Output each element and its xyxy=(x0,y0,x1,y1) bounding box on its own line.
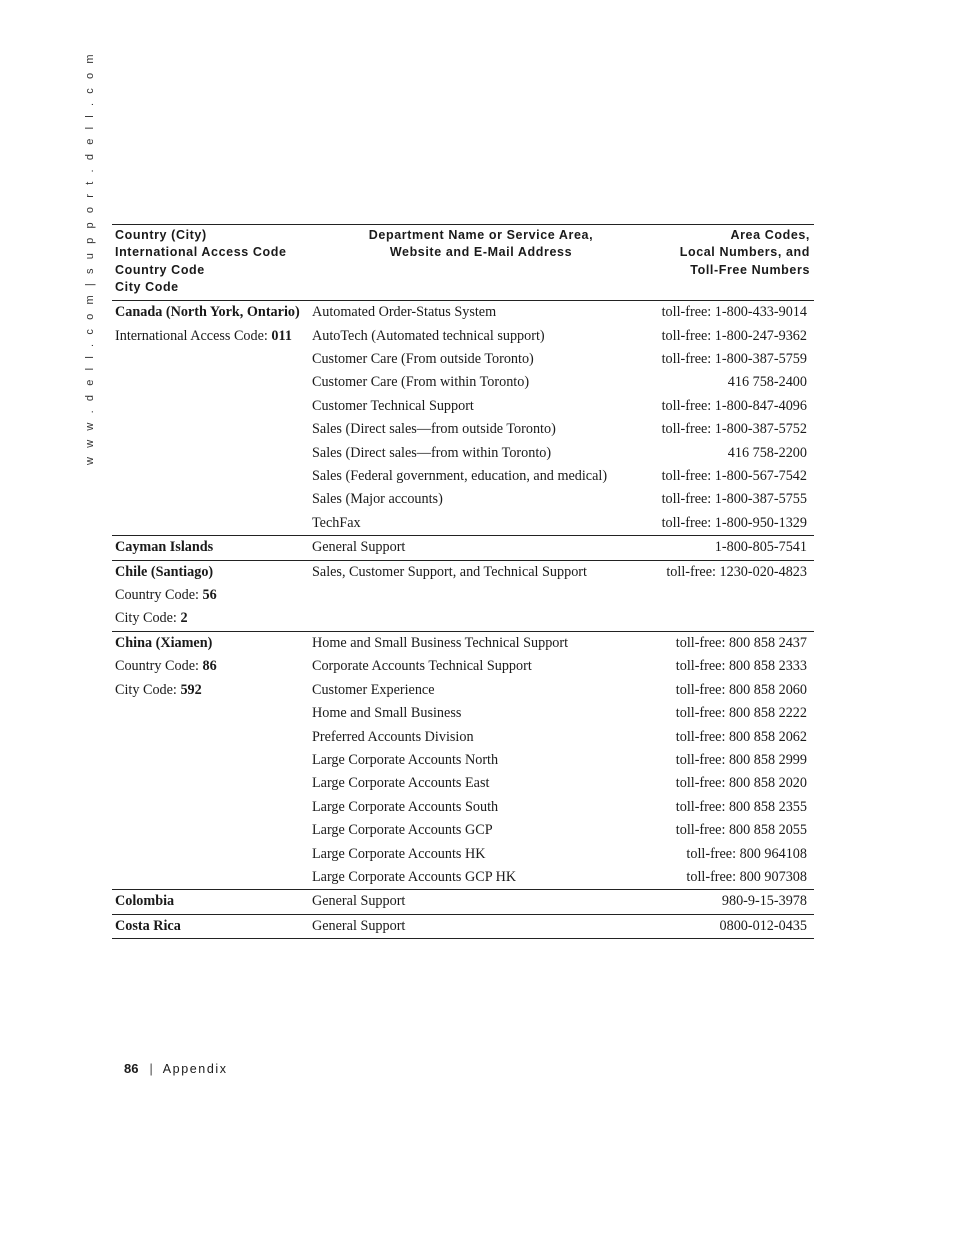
department-cell: General Support xyxy=(308,914,654,938)
page-number: 86 xyxy=(124,1061,139,1076)
phone-number-cell: toll-free: 800 858 2437 xyxy=(654,631,814,655)
phone-number-cell: toll-free: 1-800-387-5755 xyxy=(661,491,807,508)
header-line: Country Code xyxy=(115,262,205,277)
country-cell xyxy=(112,702,308,725)
phone-number-cell: 0800-012-0435 xyxy=(654,914,814,938)
phone-number-cell: toll-free: 1-800-247-9362 xyxy=(661,327,807,344)
table-row xyxy=(112,702,814,725)
phone-number-cell: toll-free: 1-800-433-9014 xyxy=(661,304,807,321)
table-row xyxy=(112,655,814,678)
header-line: Toll-Free Numbers xyxy=(690,262,810,277)
header-line: Area Codes, xyxy=(730,228,810,242)
table-row xyxy=(112,325,814,348)
table-row xyxy=(112,488,814,511)
code-value: 86 xyxy=(202,658,217,675)
table-row xyxy=(112,371,814,394)
code-value: 2 xyxy=(180,610,188,627)
country-cell xyxy=(112,418,308,441)
table-row xyxy=(112,843,814,866)
header-line: Department Name or Service Area, xyxy=(368,228,594,242)
department-cell: Home and Small Business xyxy=(312,705,462,722)
phone-number-cell xyxy=(654,584,814,607)
country-cell xyxy=(112,866,308,890)
country-cell xyxy=(112,325,308,348)
country-cell xyxy=(112,890,308,914)
code-value: 592 xyxy=(180,681,202,698)
table-body xyxy=(112,301,814,939)
department-cell: Sales (Federal government, education, and medical) xyxy=(312,468,608,485)
department-cell: Corporate Accounts Technical Support xyxy=(312,658,532,675)
department-cell: Sales (Direct sales—from within Toronto) xyxy=(312,444,552,461)
department-cell: Customer Care (From outside Toronto) xyxy=(312,351,534,367)
country-cell xyxy=(112,843,308,866)
phone-number-cell: toll-free: 800 858 2222 xyxy=(675,705,807,722)
table-row xyxy=(112,819,814,842)
phone-number-cell: toll-free: 1-800-950-1329 xyxy=(661,514,807,531)
table-row xyxy=(112,301,814,325)
table-row xyxy=(112,890,814,914)
code-value: 011 xyxy=(271,327,292,344)
phone-number-cell: toll-free: 800 907308 xyxy=(686,868,807,885)
code-label: City Code: xyxy=(115,681,181,698)
country-cell xyxy=(112,465,308,488)
table-row xyxy=(112,465,814,488)
table-row xyxy=(112,395,814,418)
table-row xyxy=(112,914,814,938)
department-cell: TechFax xyxy=(312,514,361,531)
department-cell: Customer Experience xyxy=(312,681,435,698)
table-row xyxy=(112,442,814,465)
department-cell xyxy=(308,584,654,607)
table-row xyxy=(112,536,814,560)
phone-number-cell: toll-free: 1-800-387-5759 xyxy=(661,351,807,367)
table-row xyxy=(112,679,814,702)
country-name: Costa Rica xyxy=(115,917,181,934)
country-cell xyxy=(112,488,308,511)
country-cell xyxy=(112,726,308,749)
department-cell: AutoTech (Automated technical support) xyxy=(312,327,545,344)
table-row xyxy=(112,560,814,584)
phone-number-cell: 416 758-2200 xyxy=(727,444,807,461)
phone-number-cell: toll-free: 800 858 2055 xyxy=(675,822,807,839)
department-cell xyxy=(308,607,654,631)
department-cell: Customer Technical Support xyxy=(312,397,474,414)
department-cell: Large Corporate Accounts GCP xyxy=(312,822,493,839)
country-cell xyxy=(112,749,308,772)
country-name: China (Xiamen) xyxy=(115,634,213,651)
table-row xyxy=(112,866,814,890)
department-cell: Large Corporate Accounts East xyxy=(312,775,490,792)
table-header xyxy=(112,225,814,301)
footer-separator: | xyxy=(149,1062,153,1076)
department-cell: Large Corporate Accounts HK xyxy=(312,845,486,862)
department-cell: Large Corporate Accounts GCP HK xyxy=(312,868,517,885)
department-cell: Sales, Customer Support, and Technical Support xyxy=(308,560,654,584)
country-cell xyxy=(112,655,308,678)
country-name: Canada (North York, Ontario) xyxy=(115,304,300,321)
country-cell xyxy=(112,607,308,631)
country-cell xyxy=(112,796,308,819)
table-row xyxy=(112,772,814,795)
contact-table xyxy=(112,224,814,939)
country-cell xyxy=(112,536,308,560)
side-url: w w w . d e l l . c o m | s u p p o r t . d e l l . c o m xyxy=(84,51,96,465)
table-row xyxy=(112,512,814,536)
phone-number-cell xyxy=(654,607,814,631)
header-country xyxy=(112,225,308,301)
header-line: International Access Code xyxy=(115,245,287,260)
page-footer xyxy=(124,1061,228,1076)
phone-number-cell: 1-800-805-7541 xyxy=(654,536,814,560)
phone-number-cell: toll-free: 800 858 2020 xyxy=(675,775,807,792)
department-cell: Home and Small Business Technical Support xyxy=(308,631,654,655)
country-cell xyxy=(112,348,308,371)
phone-number-cell: 980-9-15-3978 xyxy=(654,890,814,914)
section-name: Appendix xyxy=(162,1062,228,1076)
department-cell: Automated Order-Status System xyxy=(312,304,497,321)
phone-number-cell: toll-free: 800 858 2355 xyxy=(675,798,807,815)
phone-number-cell: toll-free: 800 858 2333 xyxy=(675,658,807,675)
department-cell: Customer Care (From within Toronto) xyxy=(312,374,530,391)
department-cell: Preferred Accounts Division xyxy=(312,728,474,745)
table-row xyxy=(112,348,814,371)
department-cell: Sales (Direct sales—from outside Toronto) xyxy=(312,421,556,438)
table-row xyxy=(112,584,814,607)
department-cell: General Support xyxy=(308,536,654,560)
code-label: City Code: xyxy=(115,610,181,627)
phone-number-cell: toll-free: 1230-020-4823 xyxy=(654,560,814,584)
header-line: Country (City) xyxy=(115,228,207,242)
header-numbers xyxy=(654,225,814,301)
table-row xyxy=(112,631,814,655)
country-cell xyxy=(112,631,308,655)
phone-number-cell: toll-free: 800 964108 xyxy=(686,845,807,862)
phone-number-cell: toll-free: 800 858 2062 xyxy=(675,728,807,745)
code-value: 56 xyxy=(202,587,217,604)
country-cell xyxy=(112,914,308,938)
department-cell: General Support xyxy=(308,890,654,914)
header-line: Website and E-Mail Address xyxy=(389,245,573,260)
country-cell xyxy=(112,301,308,325)
header-department xyxy=(308,225,654,301)
country-cell xyxy=(112,584,308,607)
country-cell xyxy=(112,395,308,418)
country-cell xyxy=(112,512,308,536)
country-cell xyxy=(112,371,308,394)
country-name: Cayman Islands xyxy=(115,539,214,556)
table-row xyxy=(112,796,814,819)
country-cell xyxy=(112,442,308,465)
table-row xyxy=(112,607,814,631)
country-cell xyxy=(112,679,308,702)
phone-number-cell: 416 758-2400 xyxy=(727,374,807,391)
code-label: Country Code: xyxy=(115,658,203,675)
country-cell xyxy=(112,772,308,795)
code-label: International Access Code: xyxy=(115,327,272,344)
country-cell xyxy=(112,560,308,584)
phone-number-cell: toll-free: 800 858 2999 xyxy=(675,751,807,768)
code-label: Country Code: xyxy=(115,587,203,604)
phone-number-cell: toll-free: 1-800-567-7542 xyxy=(661,468,807,485)
table-row xyxy=(112,749,814,772)
department-cell: Large Corporate Accounts South xyxy=(312,798,499,815)
phone-number-cell: toll-free: 1-800-847-4096 xyxy=(661,397,807,414)
phone-number-cell: toll-free: 800 858 2060 xyxy=(675,681,807,698)
header-line: Local Numbers, and xyxy=(679,245,810,260)
header-line: City Code xyxy=(115,279,179,294)
country-name: Colombia xyxy=(115,893,175,910)
table-row xyxy=(112,418,814,441)
country-cell xyxy=(112,819,308,842)
phone-number-cell: toll-free: 1-800-387-5752 xyxy=(661,421,807,438)
country-name: Chile (Santiago) xyxy=(115,563,214,580)
department-cell: Sales (Major accounts) xyxy=(312,491,443,508)
table-row xyxy=(112,726,814,749)
department-cell: Large Corporate Accounts North xyxy=(312,751,499,768)
